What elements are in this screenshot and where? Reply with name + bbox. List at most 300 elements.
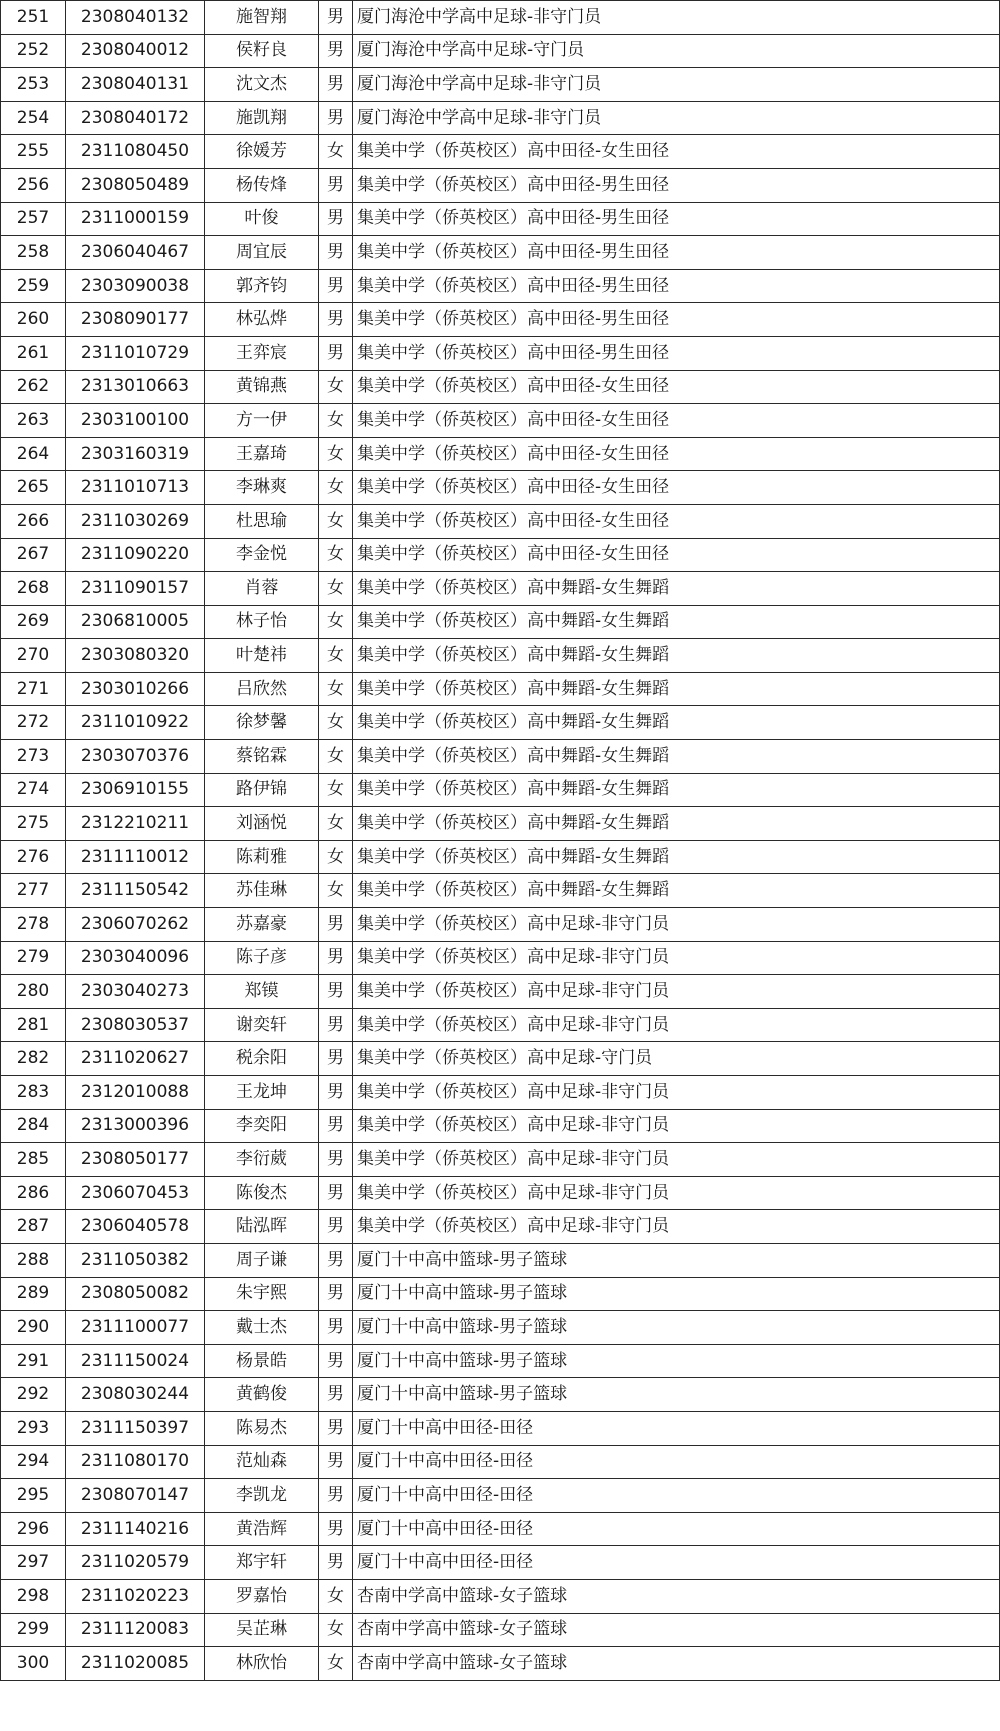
student-gender: 男 <box>319 908 353 942</box>
table-row <box>1 740 1000 774</box>
row-number: 274 <box>1 773 66 807</box>
table-row <box>1 504 1000 538</box>
student-name: 陈易杰 <box>205 1411 319 1445</box>
program-name: 厦门海沧中学高中足球-非守门员 <box>353 101 1000 135</box>
student-name: 税余阳 <box>205 1042 319 1076</box>
student-name: 方一伊 <box>205 404 319 438</box>
table-row <box>1 269 1000 303</box>
student-gender: 男 <box>319 1143 353 1177</box>
program-name: 集美中学（侨英校区）高中田径-女生田径 <box>353 370 1000 404</box>
student-gender: 男 <box>319 236 353 270</box>
student-name: 施凯翔 <box>205 101 319 135</box>
student-gender: 男 <box>319 1076 353 1110</box>
student-id: 2303070376 <box>66 740 205 774</box>
student-name: 苏佳琳 <box>205 874 319 908</box>
student-id: 2308040131 <box>66 68 205 102</box>
program-name: 厦门十中高中田径-田径 <box>353 1411 1000 1445</box>
table-row <box>1 236 1000 270</box>
student-name: 叶俊 <box>205 202 319 236</box>
student-name: 罗嘉怡 <box>205 1579 319 1613</box>
student-name: 谢奕轩 <box>205 1008 319 1042</box>
student-id: 2306070453 <box>66 1176 205 1210</box>
row-number: 277 <box>1 874 66 908</box>
row-number: 286 <box>1 1176 66 1210</box>
program-name: 厦门十中高中田径-田径 <box>353 1479 1000 1513</box>
student-gender: 女 <box>319 437 353 471</box>
student-name: 黄浩辉 <box>205 1512 319 1546</box>
program-name: 集美中学（侨英校区）高中足球-非守门员 <box>353 941 1000 975</box>
row-number: 293 <box>1 1411 66 1445</box>
table-row <box>1 773 1000 807</box>
row-number: 268 <box>1 572 66 606</box>
table-row <box>1 1109 1000 1143</box>
program-name: 厦门海沧中学高中足球-守门员 <box>353 34 1000 68</box>
program-name: 集美中学（侨英校区）高中足球-非守门员 <box>353 1143 1000 1177</box>
student-name: 陈俊杰 <box>205 1176 319 1210</box>
student-id: 2308090177 <box>66 303 205 337</box>
student-gender: 男 <box>319 336 353 370</box>
row-number: 254 <box>1 101 66 135</box>
program-name: 集美中学（侨英校区）高中田径-女生田径 <box>353 135 1000 169</box>
student-gender: 男 <box>319 269 353 303</box>
student-id: 2306910155 <box>66 773 205 807</box>
student-id: 2311080170 <box>66 1445 205 1479</box>
program-name: 杏南中学高中篮球-女子篮球 <box>353 1613 1000 1647</box>
table-row <box>1 1647 1000 1681</box>
student-id: 2308030537 <box>66 1008 205 1042</box>
table-row <box>1 1 1000 35</box>
program-name: 杏南中学高中篮球-女子篮球 <box>353 1579 1000 1613</box>
table-row <box>1 1008 1000 1042</box>
row-number: 294 <box>1 1445 66 1479</box>
student-gender: 男 <box>319 68 353 102</box>
student-name: 黄锦燕 <box>205 370 319 404</box>
row-number: 266 <box>1 504 66 538</box>
student-name: 朱宇熙 <box>205 1277 319 1311</box>
student-name: 施智翔 <box>205 1 319 35</box>
student-id: 2306070262 <box>66 908 205 942</box>
student-name: 杨传烽 <box>205 168 319 202</box>
student-id: 2311140216 <box>66 1512 205 1546</box>
student-name: 林欣怡 <box>205 1647 319 1681</box>
program-name: 厦门十中高中篮球-男子篮球 <box>353 1243 1000 1277</box>
row-number: 264 <box>1 437 66 471</box>
student-gender: 女 <box>319 639 353 673</box>
student-id: 2311110012 <box>66 840 205 874</box>
student-id: 2311020085 <box>66 1647 205 1681</box>
student-id: 2303160319 <box>66 437 205 471</box>
table-row <box>1 1210 1000 1244</box>
table-row <box>1 672 1000 706</box>
student-name: 李金悦 <box>205 538 319 572</box>
student-name: 周子谦 <box>205 1243 319 1277</box>
program-name: 厦门十中高中篮球-男子篮球 <box>353 1378 1000 1412</box>
program-name: 集美中学（侨英校区）高中田径-男生田径 <box>353 269 1000 303</box>
program-name: 厦门十中高中田径-田径 <box>353 1512 1000 1546</box>
table-row <box>1 1076 1000 1110</box>
program-name: 集美中学（侨英校区）高中舞蹈-女生舞蹈 <box>353 672 1000 706</box>
student-gender: 女 <box>319 471 353 505</box>
program-name: 集美中学（侨英校区）高中足球-非守门员 <box>353 908 1000 942</box>
row-number: 257 <box>1 202 66 236</box>
table-row <box>1 1613 1000 1647</box>
table-row <box>1 1243 1000 1277</box>
student-id: 2311010729 <box>66 336 205 370</box>
table-row <box>1 1378 1000 1412</box>
table-row <box>1 807 1000 841</box>
student-id: 2303100100 <box>66 404 205 438</box>
student-id: 2311150397 <box>66 1411 205 1445</box>
program-name: 集美中学（侨英校区）高中田径-男生田径 <box>353 168 1000 202</box>
program-name: 集美中学（侨英校区）高中足球-非守门员 <box>353 1076 1000 1110</box>
row-number: 282 <box>1 1042 66 1076</box>
table-row <box>1 1479 1000 1513</box>
student-id: 2308040172 <box>66 101 205 135</box>
student-name: 林弘烨 <box>205 303 319 337</box>
student-gender: 男 <box>319 975 353 1009</box>
program-name: 集美中学（侨英校区）高中田径-男生田径 <box>353 303 1000 337</box>
row-number: 265 <box>1 471 66 505</box>
student-gender: 男 <box>319 303 353 337</box>
student-id: 2306810005 <box>66 605 205 639</box>
student-name: 吕欣然 <box>205 672 319 706</box>
student-name: 徐媛芳 <box>205 135 319 169</box>
student-id: 2308050177 <box>66 1143 205 1177</box>
student-id: 2303090038 <box>66 269 205 303</box>
student-name: 黄鹤俊 <box>205 1378 319 1412</box>
program-name: 厦门十中高中篮球-男子篮球 <box>353 1344 1000 1378</box>
row-number: 272 <box>1 706 66 740</box>
table-row <box>1 168 1000 202</box>
table-row <box>1 572 1000 606</box>
student-name: 周宜辰 <box>205 236 319 270</box>
student-gender: 女 <box>319 538 353 572</box>
student-id: 2311020627 <box>66 1042 205 1076</box>
student-gender: 男 <box>319 1176 353 1210</box>
table-row <box>1 1277 1000 1311</box>
row-number: 280 <box>1 975 66 1009</box>
student-id: 2311010713 <box>66 471 205 505</box>
student-gender: 女 <box>319 135 353 169</box>
student-name: 林子怡 <box>205 605 319 639</box>
student-gender: 男 <box>319 1512 353 1546</box>
student-gender: 男 <box>319 1 353 35</box>
row-number: 255 <box>1 135 66 169</box>
program-name: 杏南中学高中篮球-女子篮球 <box>353 1647 1000 1681</box>
student-id: 2308070147 <box>66 1479 205 1513</box>
table-row <box>1 975 1000 1009</box>
student-gender: 女 <box>319 1647 353 1681</box>
student-name: 路伊锦 <box>205 773 319 807</box>
table-row <box>1 135 1000 169</box>
row-number: 263 <box>1 404 66 438</box>
student-id: 2308050489 <box>66 168 205 202</box>
student-id: 2311120083 <box>66 1613 205 1647</box>
table-row <box>1 34 1000 68</box>
student-gender: 女 <box>319 370 353 404</box>
student-gender: 男 <box>319 168 353 202</box>
program-name: 集美中学（侨英校区）高中足球-非守门员 <box>353 975 1000 1009</box>
student-gender: 女 <box>319 605 353 639</box>
program-name: 集美中学（侨英校区）高中田径-男生田径 <box>353 202 1000 236</box>
student-name: 徐梦馨 <box>205 706 319 740</box>
student-name: 李衍葳 <box>205 1143 319 1177</box>
row-number: 298 <box>1 1579 66 1613</box>
student-name: 郑宇轩 <box>205 1546 319 1580</box>
table-row <box>1 1546 1000 1580</box>
program-name: 集美中学（侨英校区）高中舞蹈-女生舞蹈 <box>353 572 1000 606</box>
program-name: 集美中学（侨英校区）高中舞蹈-女生舞蹈 <box>353 639 1000 673</box>
student-id: 2306040578 <box>66 1210 205 1244</box>
student-name: 刘涵悦 <box>205 807 319 841</box>
student-name: 蔡铭霖 <box>205 740 319 774</box>
student-gender: 男 <box>319 1109 353 1143</box>
student-gender: 女 <box>319 504 353 538</box>
student-name: 郭齐钧 <box>205 269 319 303</box>
row-number: 292 <box>1 1378 66 1412</box>
student-gender: 女 <box>319 1613 353 1647</box>
table-row <box>1 336 1000 370</box>
row-number: 288 <box>1 1243 66 1277</box>
table-row <box>1 370 1000 404</box>
student-gender: 男 <box>319 34 353 68</box>
student-name: 沈文杰 <box>205 68 319 102</box>
student-id: 2311020579 <box>66 1546 205 1580</box>
student-gender: 男 <box>319 1311 353 1345</box>
student-name: 吴芷琳 <box>205 1613 319 1647</box>
row-number: 258 <box>1 236 66 270</box>
student-gender: 女 <box>319 807 353 841</box>
program-name: 集美中学（侨英校区）高中足球-非守门员 <box>353 1210 1000 1244</box>
program-name: 厦门海沧中学高中足球-非守门员 <box>353 68 1000 102</box>
student-gender: 男 <box>319 1411 353 1445</box>
roster-body <box>1 1 1000 1681</box>
student-gender: 男 <box>319 1479 353 1513</box>
student-gender: 男 <box>319 1378 353 1412</box>
student-gender: 女 <box>319 874 353 908</box>
program-name: 集美中学（侨英校区）高中舞蹈-女生舞蹈 <box>353 773 1000 807</box>
student-id: 2308040012 <box>66 34 205 68</box>
student-id: 2311150542 <box>66 874 205 908</box>
student-name: 苏嘉豪 <box>205 908 319 942</box>
student-gender: 男 <box>319 1008 353 1042</box>
student-name: 陈莉雅 <box>205 840 319 874</box>
program-name: 集美中学（侨英校区）高中足球-非守门员 <box>353 1008 1000 1042</box>
student-gender: 男 <box>319 1277 353 1311</box>
student-name: 王龙坤 <box>205 1076 319 1110</box>
program-name: 集美中学（侨英校区）高中舞蹈-女生舞蹈 <box>353 874 1000 908</box>
student-name: 王嘉琦 <box>205 437 319 471</box>
program-name: 集美中学（侨英校区）高中舞蹈-女生舞蹈 <box>353 840 1000 874</box>
program-name: 集美中学（侨英校区）高中足球-非守门员 <box>353 1109 1000 1143</box>
row-number: 262 <box>1 370 66 404</box>
student-gender: 女 <box>319 572 353 606</box>
student-gender: 男 <box>319 1344 353 1378</box>
row-number: 278 <box>1 908 66 942</box>
student-name: 肖蓉 <box>205 572 319 606</box>
table-row <box>1 1512 1000 1546</box>
student-id: 2312010088 <box>66 1076 205 1110</box>
student-name: 范灿森 <box>205 1445 319 1479</box>
program-name: 厦门十中高中田径-田径 <box>353 1445 1000 1479</box>
table-row <box>1 1042 1000 1076</box>
program-name: 集美中学（侨英校区）高中舞蹈-女生舞蹈 <box>353 605 1000 639</box>
row-number: 261 <box>1 336 66 370</box>
row-number: 276 <box>1 840 66 874</box>
student-gender: 女 <box>319 404 353 438</box>
student-gender: 男 <box>319 202 353 236</box>
table-row <box>1 639 1000 673</box>
student-name: 戴士杰 <box>205 1311 319 1345</box>
table-row <box>1 202 1000 236</box>
program-name: 厦门十中高中田径-田径 <box>353 1546 1000 1580</box>
row-number: 299 <box>1 1613 66 1647</box>
row-number: 297 <box>1 1546 66 1580</box>
table-row <box>1 1311 1000 1345</box>
student-name: 杨景皓 <box>205 1344 319 1378</box>
student-id: 2303010266 <box>66 672 205 706</box>
student-name: 陈子彦 <box>205 941 319 975</box>
student-id: 2312210211 <box>66 807 205 841</box>
student-gender: 女 <box>319 706 353 740</box>
row-number: 287 <box>1 1210 66 1244</box>
student-id: 2311100077 <box>66 1311 205 1345</box>
table-row <box>1 303 1000 337</box>
student-name: 杜思瑜 <box>205 504 319 538</box>
program-name: 集美中学（侨英校区）高中足球-守门员 <box>353 1042 1000 1076</box>
student-gender: 女 <box>319 840 353 874</box>
student-id: 2311010922 <box>66 706 205 740</box>
table-row <box>1 605 1000 639</box>
student-id: 2311030269 <box>66 504 205 538</box>
student-gender: 男 <box>319 1546 353 1580</box>
table-row <box>1 941 1000 975</box>
student-name: 侯籽良 <box>205 34 319 68</box>
program-name: 集美中学（侨英校区）高中田径-男生田径 <box>353 336 1000 370</box>
table-row <box>1 538 1000 572</box>
row-number: 260 <box>1 303 66 337</box>
table-row <box>1 1445 1000 1479</box>
row-number: 295 <box>1 1479 66 1513</box>
student-gender: 女 <box>319 1579 353 1613</box>
table-row <box>1 1176 1000 1210</box>
table-row <box>1 1344 1000 1378</box>
program-name: 集美中学（侨英校区）高中田径-女生田径 <box>353 538 1000 572</box>
row-number: 269 <box>1 605 66 639</box>
table-row <box>1 68 1000 102</box>
row-number: 252 <box>1 34 66 68</box>
student-id: 2306040467 <box>66 236 205 270</box>
student-id: 2313000396 <box>66 1109 205 1143</box>
student-gender: 男 <box>319 941 353 975</box>
table-row <box>1 404 1000 438</box>
row-number: 275 <box>1 807 66 841</box>
program-name: 集美中学（侨英校区）高中田径-女生田径 <box>353 471 1000 505</box>
student-id: 2311090220 <box>66 538 205 572</box>
row-number: 271 <box>1 672 66 706</box>
student-gender: 男 <box>319 1042 353 1076</box>
student-gender: 男 <box>319 1445 353 1479</box>
table-row <box>1 908 1000 942</box>
row-number: 300 <box>1 1647 66 1681</box>
student-id: 2313010663 <box>66 370 205 404</box>
student-id: 2303040273 <box>66 975 205 1009</box>
student-id: 2308050082 <box>66 1277 205 1311</box>
student-name: 叶楚祎 <box>205 639 319 673</box>
student-id: 2311090157 <box>66 572 205 606</box>
row-number: 279 <box>1 941 66 975</box>
table-row <box>1 471 1000 505</box>
student-gender: 女 <box>319 740 353 774</box>
table-row <box>1 437 1000 471</box>
program-name: 集美中学（侨英校区）高中田径-女生田径 <box>353 437 1000 471</box>
student-name: 王弈宸 <box>205 336 319 370</box>
program-name: 集美中学（侨英校区）高中田径-女生田径 <box>353 404 1000 438</box>
row-number: 273 <box>1 740 66 774</box>
table-row <box>1 706 1000 740</box>
student-id: 2308030244 <box>66 1378 205 1412</box>
student-id: 2308040132 <box>66 1 205 35</box>
student-gender: 女 <box>319 672 353 706</box>
student-name: 李琳爽 <box>205 471 319 505</box>
student-id: 2311150024 <box>66 1344 205 1378</box>
program-name: 集美中学（侨英校区）高中田径-男生田径 <box>353 236 1000 270</box>
table-row <box>1 1143 1000 1177</box>
program-name: 厦门十中高中篮球-男子篮球 <box>353 1277 1000 1311</box>
row-number: 270 <box>1 639 66 673</box>
student-id: 2303080320 <box>66 639 205 673</box>
student-name: 李奕阳 <box>205 1109 319 1143</box>
student-name: 李凯龙 <box>205 1479 319 1513</box>
row-number: 289 <box>1 1277 66 1311</box>
student-id: 2311000159 <box>66 202 205 236</box>
row-number: 267 <box>1 538 66 572</box>
program-name: 集美中学（侨英校区）高中田径-女生田径 <box>353 504 1000 538</box>
student-name: 陆泓晖 <box>205 1210 319 1244</box>
row-number: 285 <box>1 1143 66 1177</box>
table-row <box>1 874 1000 908</box>
student-gender: 男 <box>319 1210 353 1244</box>
table-row <box>1 840 1000 874</box>
table-row <box>1 1411 1000 1445</box>
row-number: 259 <box>1 269 66 303</box>
table-row <box>1 1579 1000 1613</box>
row-number: 291 <box>1 1344 66 1378</box>
program-name: 集美中学（侨英校区）高中舞蹈-女生舞蹈 <box>353 740 1000 774</box>
row-number: 283 <box>1 1076 66 1110</box>
student-gender: 男 <box>319 1243 353 1277</box>
row-number: 296 <box>1 1512 66 1546</box>
student-id: 2311020223 <box>66 1579 205 1613</box>
student-id: 2311080450 <box>66 135 205 169</box>
program-name: 厦门海沧中学高中足球-非守门员 <box>353 1 1000 35</box>
student-id: 2311050382 <box>66 1243 205 1277</box>
program-name: 集美中学（侨英校区）高中足球-非守门员 <box>353 1176 1000 1210</box>
row-number: 284 <box>1 1109 66 1143</box>
row-number: 281 <box>1 1008 66 1042</box>
table-row <box>1 101 1000 135</box>
row-number: 290 <box>1 1311 66 1345</box>
student-id: 2303040096 <box>66 941 205 975</box>
student-gender: 男 <box>319 101 353 135</box>
row-number: 256 <box>1 168 66 202</box>
row-number: 253 <box>1 68 66 102</box>
student-gender: 女 <box>319 773 353 807</box>
program-name: 集美中学（侨英校区）高中舞蹈-女生舞蹈 <box>353 706 1000 740</box>
row-number: 251 <box>1 1 66 35</box>
program-name: 厦门十中高中篮球-男子篮球 <box>353 1311 1000 1345</box>
program-name: 集美中学（侨英校区）高中舞蹈-女生舞蹈 <box>353 807 1000 841</box>
